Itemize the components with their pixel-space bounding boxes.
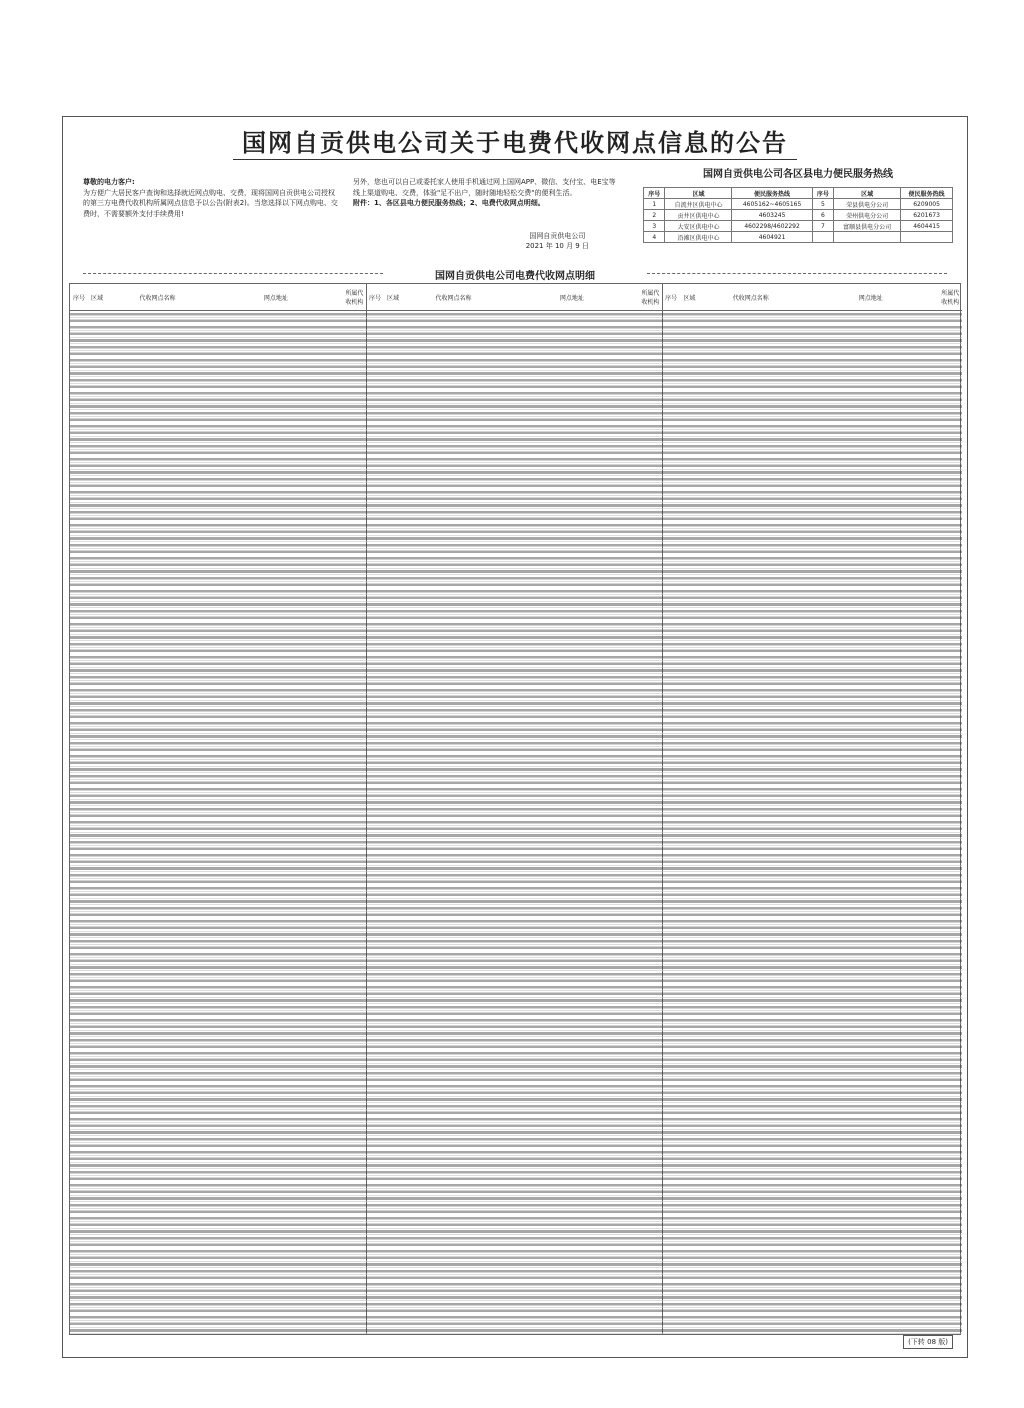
table-cell: 自流井区供电中心 <box>665 199 732 210</box>
notice-attachments: 附件：1、各区县电力便民服务热线；2、电费代收网点明细。 <box>353 199 545 207</box>
title-ornament-right <box>647 273 947 278</box>
table-cell: 荣州供电分公司 <box>834 210 901 221</box>
notice-paragraph-1: 为方便广大居民客户查询和选择就近网点购电、交费，现将国网自贡供电公司授权的第三方电费代收机构所属网点信息予以公告(附表2)。当您选择以下网点购电、交费时，不需要额外支付手续费用! <box>83 188 338 218</box>
detail-table <box>69 283 961 1335</box>
header-outlet-name: 代收网点名称 <box>139 294 176 302</box>
table-cell: 荣县供电分公司 <box>834 199 901 210</box>
detail-rows <box>366 311 662 1334</box>
detail-title: 国网自贡供电公司电费代收网点明细 <box>435 271 595 282</box>
detail-header-row <box>366 284 662 311</box>
detail-rows <box>70 311 366 1334</box>
detail-column-3 <box>662 284 962 1334</box>
header-region: 区域 <box>683 294 696 302</box>
table-cell <box>901 232 953 243</box>
table-cell: 沿滩区供电中心 <box>665 232 732 243</box>
table-cell: 4603245 <box>732 210 812 221</box>
table-cell: 4602298/4602292 <box>732 221 812 232</box>
hotline-title: 国网自贡供电公司各区县电力便民服务热线 <box>703 169 893 180</box>
hotline-table <box>643 187 953 243</box>
hotline-header-cell: 区域 <box>665 188 732 199</box>
notice-date: 2021 年 10 月 9 日 <box>525 242 589 250</box>
header-serial: 序号 <box>73 294 86 302</box>
notice-left-column <box>83 177 341 219</box>
header-outlet-name: 代收网点名称 <box>732 294 769 302</box>
header-serial: 序号 <box>665 294 678 302</box>
table-row <box>644 210 953 221</box>
hotline-header-cell: 便民服务热线 <box>732 188 812 199</box>
notice-page <box>62 116 968 1358</box>
header-outlet-address: 网点地址 <box>858 294 883 302</box>
header-agency: 所属代收机构 <box>641 290 660 306</box>
header-region: 区域 <box>387 294 400 302</box>
detail-header-row <box>662 284 962 311</box>
detail-column-2 <box>366 284 663 1334</box>
table-cell: 7 <box>812 221 833 232</box>
table-cell: 4605162~4605165 <box>732 199 812 210</box>
table-cell: 2 <box>644 210 665 221</box>
continued-note: (下转 08 版) <box>903 1335 953 1349</box>
row-text-lines <box>70 311 366 1334</box>
notice-greeting: 尊敬的电力客户: <box>83 178 135 186</box>
table-cell <box>834 232 901 243</box>
hotline-header-cell: 区域 <box>834 188 901 199</box>
detail-rows <box>662 311 962 1334</box>
hotline-panel <box>643 167 953 243</box>
table-cell: 6201673 <box>901 210 953 221</box>
table-row <box>644 221 953 232</box>
notice-body <box>83 177 621 257</box>
table-row <box>644 199 953 210</box>
header-outlet-address: 网点地址 <box>559 294 584 302</box>
hotline-header-cell: 便民服务热线 <box>901 188 953 199</box>
table-cell: 5 <box>812 199 833 210</box>
table-cell: 贡井区供电中心 <box>665 210 732 221</box>
notice-paragraph-2: 另外，您也可以自己或委托家人使用手机通过网上国网APP、微信、支付宝、电E宝等线上渠道购电、交费，体验"足不出户，随时随地轻松交费"的便利生活。 <box>353 178 616 197</box>
hotline-header-cell: 序号 <box>812 188 833 199</box>
header-serial: 序号 <box>369 294 382 302</box>
detail-header-row <box>70 284 366 311</box>
table-cell: 6209005 <box>901 199 953 210</box>
table-cell: 大安区供电中心 <box>665 221 732 232</box>
table-cell <box>812 232 833 243</box>
detail-column-1 <box>70 284 367 1334</box>
header-outlet-address: 网点地址 <box>263 294 288 302</box>
header-agency: 所属代收机构 <box>941 290 960 306</box>
notice-signature <box>526 231 589 251</box>
table-cell: 4 <box>644 232 665 243</box>
table-cell: 1 <box>644 199 665 210</box>
table-cell: 4604921 <box>732 232 812 243</box>
notice-right-column <box>353 177 619 250</box>
table-cell: 6 <box>812 210 833 221</box>
table-cell: 富顺县供电分公司 <box>834 221 901 232</box>
header-outlet-name: 代收网点名称 <box>435 294 472 302</box>
notice-signer: 国网自贡供电公司 <box>529 232 586 240</box>
header-region: 区域 <box>91 294 104 302</box>
row-text-lines <box>662 311 962 1334</box>
hotline-header-row <box>644 188 953 199</box>
table-cell: 3 <box>644 221 665 232</box>
row-text-lines <box>366 311 662 1334</box>
title-underline <box>233 159 797 160</box>
hotline-header-cell: 序号 <box>644 188 665 199</box>
table-cell: 4604415 <box>901 221 953 232</box>
table-row <box>644 232 953 243</box>
page-title: 国网自贡供电公司关于电费代收网点信息的公告 <box>242 129 788 157</box>
header-agency: 所属代收机构 <box>345 290 364 306</box>
